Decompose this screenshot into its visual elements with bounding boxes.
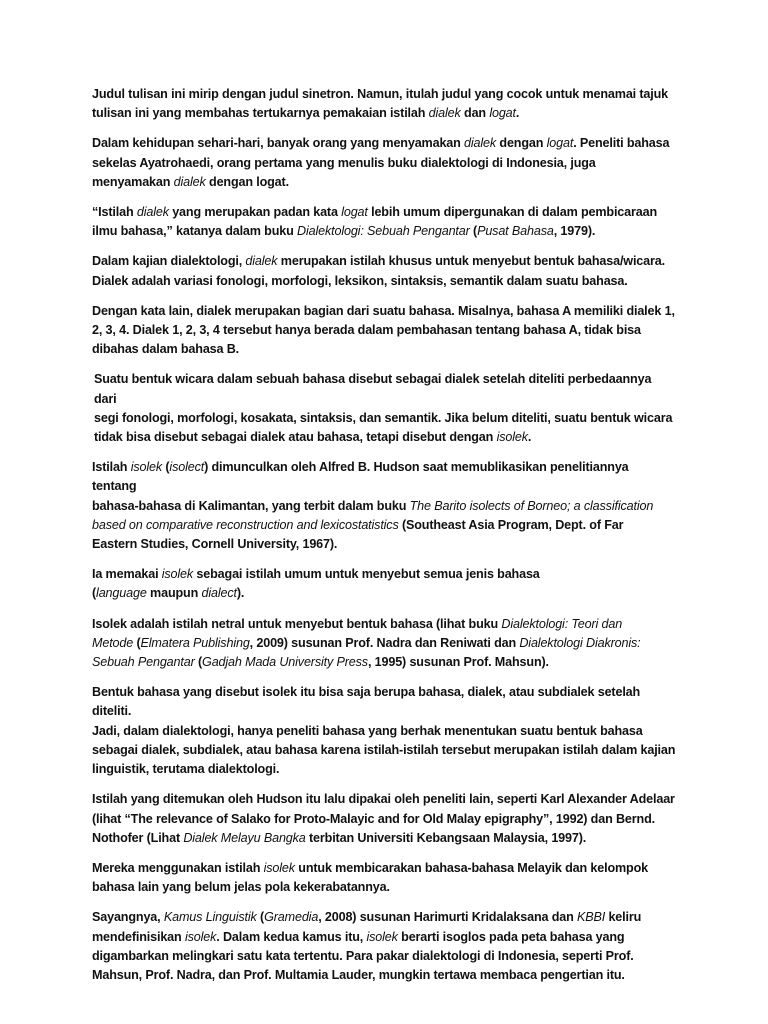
- text-run: (: [92, 586, 97, 601]
- text-run: Istilah yang ditemukan oleh Hudson itu lalu dipakai oleh peneliti lain, seperti Karl Alexander Adelaar: [92, 792, 675, 807]
- italic-text: language: [96, 586, 147, 601]
- italic-text: Gadjah Mada University Press: [202, 655, 368, 670]
- text-run: dengan logat.: [205, 174, 289, 189]
- text-run: Suatu bentuk wicara dalam sebuah bahasa disebut sebagai dialek setelah diteliti perbedaannya dari: [94, 372, 652, 406]
- text-run: mendefinisikan: [92, 929, 185, 944]
- text-run: . Peneliti bahasa: [573, 136, 670, 151]
- paragraph: [92, 908, 676, 985]
- paragraph: [92, 683, 676, 779]
- text-line: [92, 274, 628, 288]
- text-run: dengan: [496, 136, 547, 151]
- text-line: [92, 792, 675, 806]
- text-run: . Dalam kedua kamus itu,: [216, 929, 367, 944]
- paragraph: [92, 134, 676, 192]
- text-run: Nothofer (Lihat: [92, 830, 184, 845]
- text-line: [92, 175, 289, 189]
- text-run: ).: [236, 586, 245, 601]
- italic-text: dialek: [428, 106, 461, 121]
- text-run: Bentuk bahasa yang disebut isolek itu bisa saja berupa bahasa, dialek, atau subdialek setelah diteliti.: [92, 685, 641, 719]
- text-run: Mahsun, Prof. Nadra, dan Prof. Multamia Lauder, mungkin tertawa membaca pengertian itu.: [92, 967, 625, 982]
- paragraph: [92, 790, 676, 848]
- text-line: [92, 586, 244, 600]
- text-run: bahasa-bahasa di Kalimantan, yang terbit dalam buku: [92, 498, 410, 513]
- text-line: [92, 499, 653, 513]
- italic-text: Pusat Bahasa: [477, 224, 554, 239]
- text-run: (: [133, 635, 141, 650]
- text-run: Eastern Studies, Cornell University, 1967).: [92, 537, 338, 552]
- text-run: lebih umum dipergunakan di dalam pembicaraan: [367, 205, 658, 220]
- italic-text: logat: [489, 106, 516, 121]
- italic-text: Dialek Melayu Bangka: [183, 830, 306, 845]
- paragraph: [92, 85, 676, 123]
- italic-text: Elmatera Publishing: [140, 635, 250, 650]
- text-run: , 2009) susunan Prof. Nadra dan Reniwati dan: [249, 635, 520, 650]
- text-run: Dalam kehidupan sehari-hari, banyak orang yang menyamakan: [92, 136, 465, 151]
- text-line: [92, 136, 669, 150]
- text-line: [92, 762, 279, 776]
- text-line: [92, 636, 641, 650]
- text-run: Judul tulisan ini mirip dengan judul sinetron. Namun, itulah judul yang cocok untuk menamai tajuk: [92, 87, 669, 101]
- text-line: [92, 106, 519, 120]
- italic-text: Sebuah Pengantar: [92, 655, 195, 670]
- text-run: Dialek adalah variasi fonologi, morfologi, leksikon, sintaksis, semantik dalam suatu bahasa.: [92, 273, 628, 288]
- paragraph: [92, 565, 676, 603]
- text-line: [92, 861, 648, 875]
- text-run: (: [194, 655, 203, 670]
- text-line: [92, 724, 643, 738]
- text-run: dan: [460, 106, 490, 121]
- paragraph: [92, 370, 676, 447]
- text-run: sebagai dialek, subdialek, atau bahasa karena istilah-istilah tersebut merupakan istilah dalam kajian: [92, 742, 676, 757]
- italic-text: Dialektologi Diakronis:: [519, 635, 641, 650]
- text-run: ilmu bahasa,” katanya dalam buku: [92, 224, 298, 239]
- italic-text: isolek: [184, 929, 217, 944]
- text-run: linguistik, terutama dialektologi.: [92, 762, 280, 777]
- text-run: dibahas dalam bahasa B.: [92, 342, 240, 357]
- paragraph: [92, 203, 676, 241]
- text-line: [92, 910, 641, 924]
- italic-text: isolek: [496, 430, 528, 445]
- text-run: , 1995) susunan Prof. Mahsun).: [367, 655, 549, 670]
- italic-text: dialect: [201, 586, 237, 601]
- text-run: (: [162, 460, 170, 475]
- paragraph: [92, 252, 676, 290]
- text-line: [94, 372, 651, 405]
- text-run: , 2008) susunan Harimurti Kridalaksana dan: [318, 910, 577, 925]
- text-run: .: [527, 430, 532, 445]
- text-run: merupakan istilah khusus untuk menyebut bentuk bahasa/wicara.: [277, 254, 665, 269]
- text-line: [92, 968, 625, 982]
- text-run: untuk membicarakan bahasa-bahasa Melayik dan kelompok: [294, 860, 648, 875]
- text-run: sebagai istilah umum untuk menyebut semua jenis bahasa: [193, 567, 540, 582]
- italic-text: The Barito isolects of Borneo; a classification: [409, 498, 654, 513]
- text-line: [94, 430, 531, 444]
- document-body: [92, 85, 676, 985]
- text-run: ) dimunculkan oleh Alfred B. Hudson saat memublikasikan penelitiannya tentang: [92, 460, 629, 494]
- italic-text: isolect: [169, 460, 205, 475]
- text-line: [92, 567, 540, 581]
- italic-text: KBBI: [577, 910, 606, 925]
- text-run: “Istilah: [92, 205, 137, 220]
- text-run: , 1979).: [553, 224, 596, 239]
- text-run: Dalam kajian dialektologi,: [92, 254, 246, 269]
- paragraph: [92, 458, 676, 554]
- text-line: [94, 411, 672, 425]
- italic-text: logat: [546, 136, 574, 151]
- paragraph: [92, 302, 676, 360]
- text-run: Isolek adalah istilah netral untuk menyebut bentuk bahasa (lihat buku: [92, 616, 502, 631]
- italic-text: dialek: [173, 174, 206, 189]
- text-line: [92, 655, 549, 669]
- text-line: [92, 254, 665, 268]
- text-line: [92, 685, 640, 718]
- text-run: (: [256, 910, 265, 925]
- italic-text: isolek: [161, 567, 194, 582]
- text-line: [92, 812, 655, 826]
- italic-text: dialek: [464, 136, 497, 151]
- text-line: [92, 224, 595, 238]
- text-line: [92, 930, 624, 944]
- italic-text: Metode: [92, 635, 134, 650]
- text-run: menyamakan: [92, 174, 174, 189]
- italic-text: isolek: [263, 860, 295, 875]
- text-line: [92, 205, 657, 219]
- text-line: [92, 323, 641, 337]
- italic-text: Dialektologi: Sebuah Pengantar: [297, 224, 470, 239]
- text-line: [92, 617, 622, 631]
- text-line: [92, 304, 675, 318]
- text-run: tidak bisa disebut sebagai dialek atau bahasa, tetapi disebut dengan: [94, 430, 497, 445]
- italic-text: isolek: [130, 460, 163, 475]
- text-line: [92, 537, 337, 551]
- text-line: [92, 460, 629, 493]
- text-run: berarti isoglos pada peta bahasa yang: [397, 929, 625, 944]
- italic-text: dialek: [245, 254, 278, 269]
- text-line: [92, 743, 675, 757]
- text-run: (lihat “The relevance of Salako for Proto-Malayic and for Old Malay epigraphy”, 1992) dan Bernd.: [92, 811, 655, 826]
- italic-text: Gramedia: [264, 910, 319, 925]
- text-run: (: [469, 224, 478, 239]
- text-run: digambarkan melingkari satu kata tertentu. Para pakar dialektologi di Indonesia, seperti Prof.: [92, 948, 634, 963]
- text-run: .: [515, 106, 520, 121]
- text-run: (Southeast Asia Program, Dept. of Far: [398, 517, 624, 532]
- text-run: terbitan Universiti Kebangsaan Malaysia, 1997).: [305, 830, 587, 845]
- text-run: segi fonologi, morfologi, kosakata, sintaksis, dan semantik. Jika belum diteliti, suatu bentuk wicara: [94, 410, 673, 425]
- text-run: tulisan ini yang membahas tertukarnya pemakaian istilah: [92, 106, 429, 121]
- text-run: keliru: [605, 910, 642, 925]
- text-line: [92, 87, 668, 101]
- paragraph: [92, 615, 676, 673]
- text-run: Dengan kata lain, dialek merupakan bagian dari suatu bahasa. Misalnya, bahasa A memiliki dialek 1,: [92, 303, 675, 318]
- text-line: [92, 156, 596, 170]
- text-run: Jadi, dalam dialektologi, hanya peneliti bahasa yang berhak menentukan suatu bentuk bahasa: [92, 723, 643, 738]
- text-run: Ia memakai: [92, 567, 162, 582]
- text-line: [92, 518, 623, 532]
- text-line: [92, 949, 634, 963]
- text-run: bahasa lain yang belum jelas pola kekerabatannya.: [92, 880, 390, 895]
- italic-text: Dialektologi: Teori dan: [501, 616, 623, 631]
- text-line: [92, 342, 239, 356]
- italic-text: dialek: [136, 205, 169, 220]
- text-line: [92, 831, 586, 845]
- paragraph: [92, 859, 676, 897]
- text-run: sekelas Ayatrohaedi, orang pertama yang menulis buku dialektologi di Indonesia, juga: [92, 155, 596, 170]
- text-line: [92, 880, 390, 894]
- text-run: Sayangnya,: [92, 910, 164, 925]
- italic-text: isolek: [366, 929, 398, 944]
- text-run: yang merupakan padan kata: [168, 205, 342, 220]
- italic-text: logat: [341, 205, 368, 220]
- text-run: maupun: [146, 586, 202, 601]
- text-run: Istilah: [92, 460, 131, 475]
- italic-text: Kamus Linguistik: [163, 910, 257, 925]
- text-run: Mereka menggunakan istilah: [92, 860, 264, 875]
- italic-text: based on comparative reconstruction and lexicostatistics: [92, 517, 399, 532]
- text-run: 2, 3, 4. Dialek 1, 2, 3, 4 tersebut hanya berada dalam pembahasan tentang bahasa A, tidak bisa: [92, 323, 641, 338]
